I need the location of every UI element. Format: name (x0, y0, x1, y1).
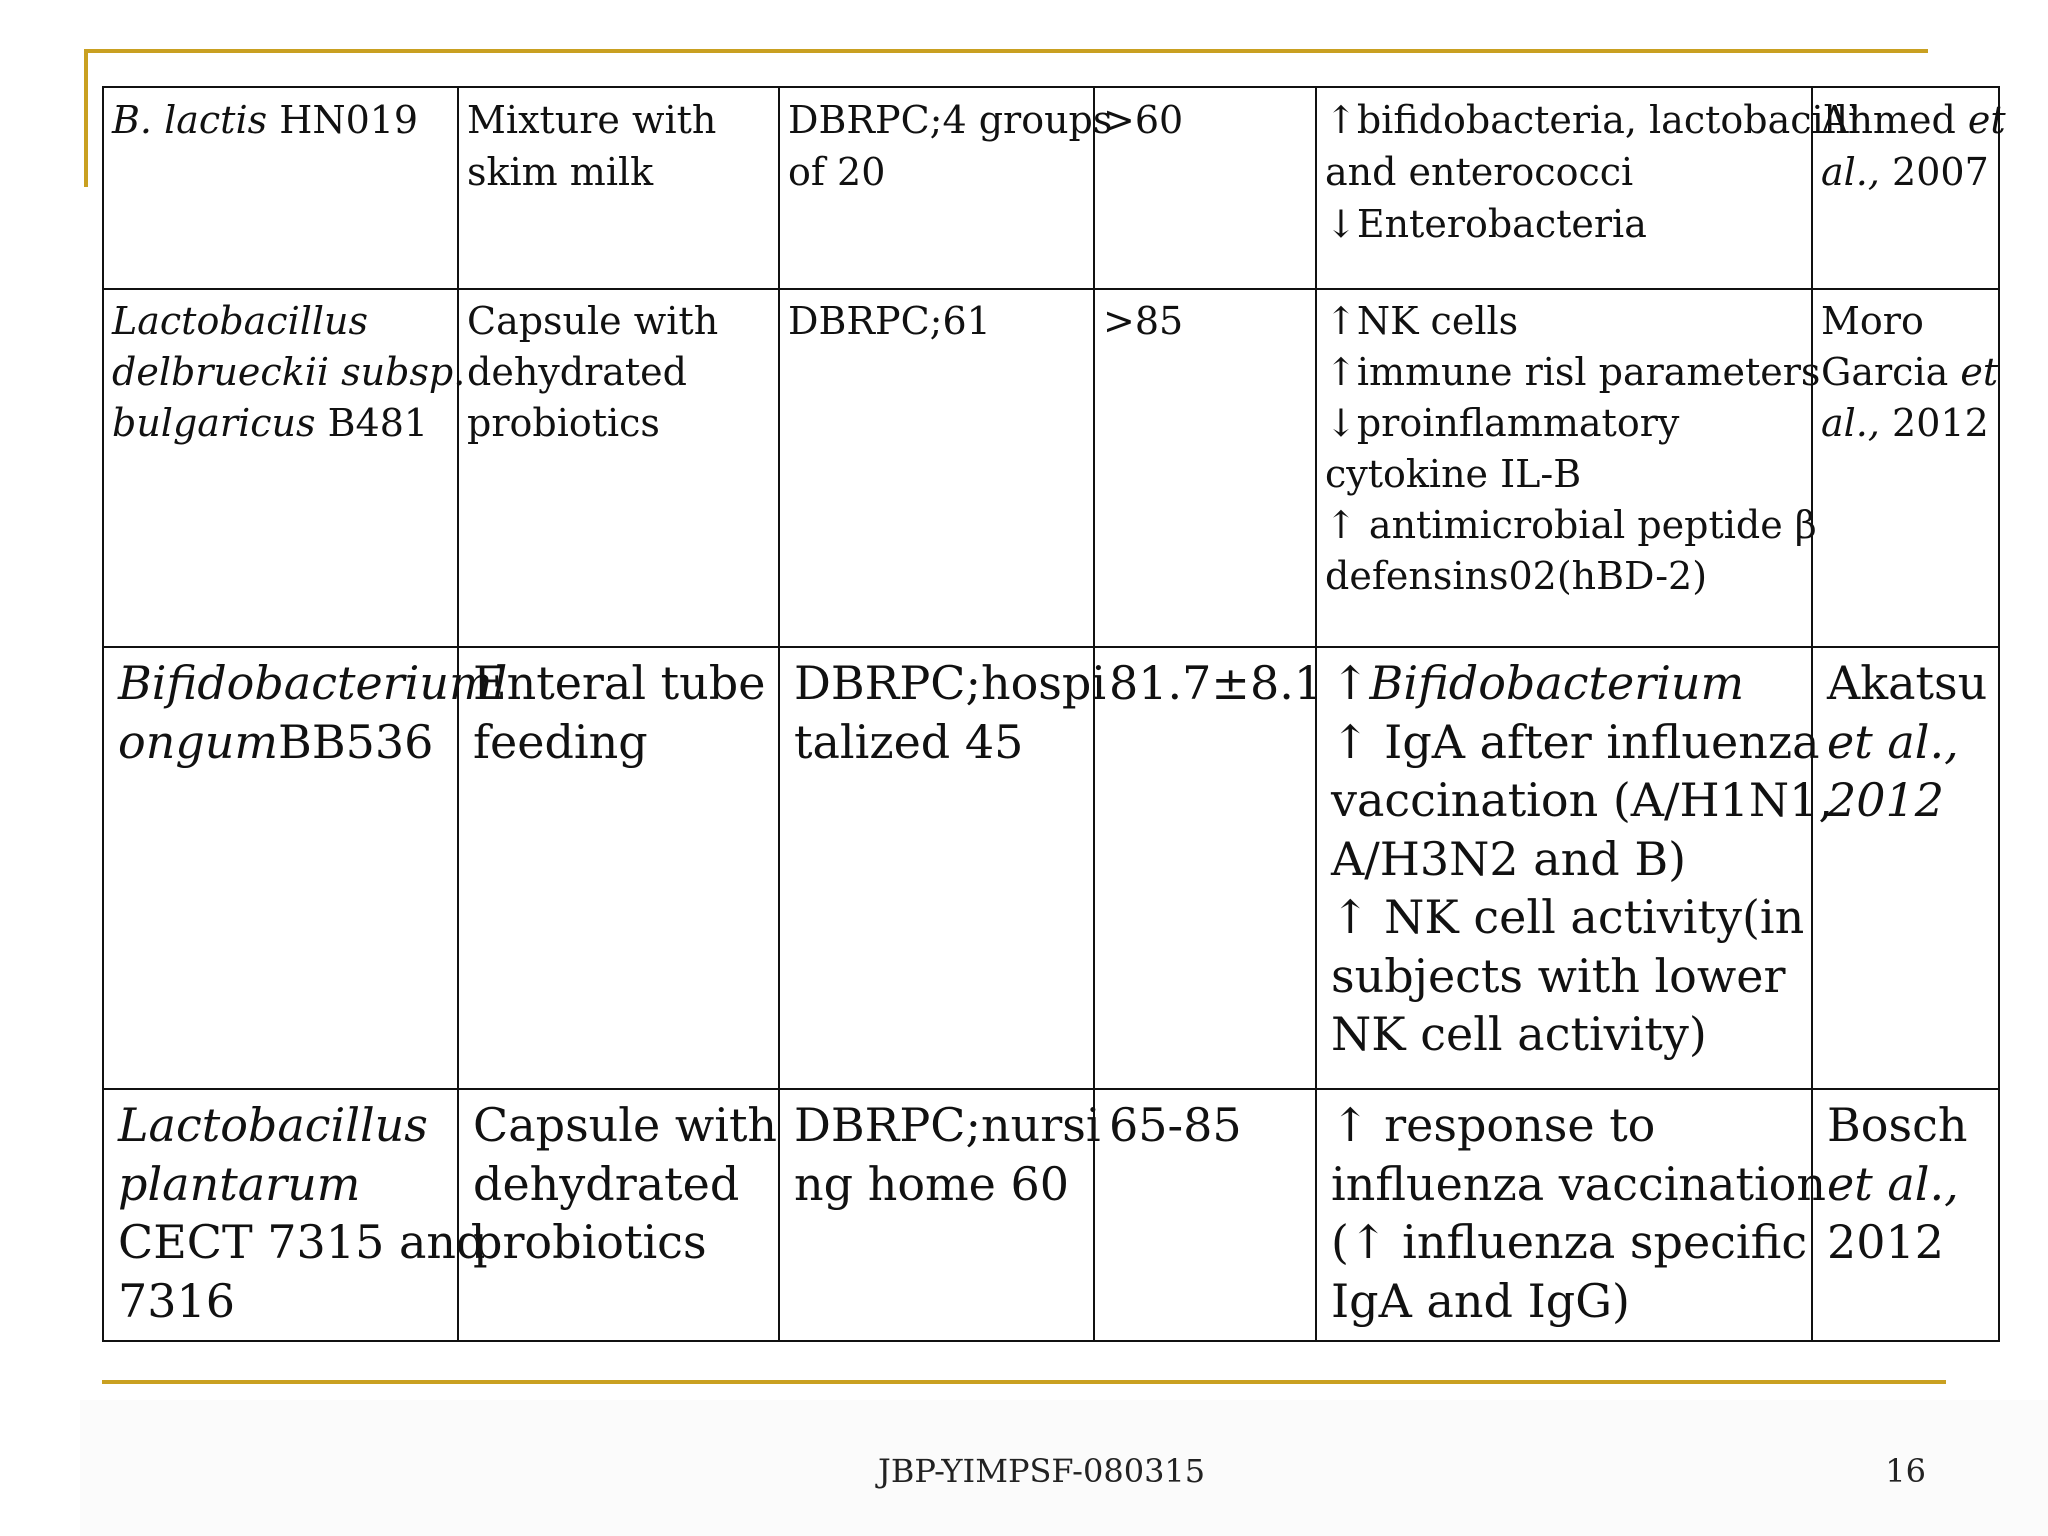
outcomes-cell (1316, 289, 1821, 647)
outcomes-line: ↑ NK cell activity(in (1331, 890, 1805, 944)
strain-line (112, 398, 449, 449)
outcomes-line: subjects with lower (1331, 948, 1786, 1003)
reference-text-segment: et (1967, 98, 2006, 142)
strain-line (118, 1155, 449, 1214)
outcomes-line (1331, 654, 1803, 713)
strain-text-segment: plantarum (118, 1156, 361, 1211)
formulation-line: skim milk (467, 150, 654, 194)
reference-cell (1812, 289, 1999, 647)
outcomes-line: ↑immune risl parameters (1325, 350, 1821, 394)
strain-text-segment: HN019 (267, 98, 419, 142)
reference-line (1827, 713, 1990, 772)
table-row (103, 647, 1999, 1089)
age-cell (1094, 289, 1316, 647)
design-line: DBRPC;hospi (794, 656, 1107, 710)
reference-text-segment: et al., (1827, 714, 1959, 769)
reference-line (1821, 347, 1999, 398)
outcomes-line: vaccination (A/H1N1, (1331, 773, 1834, 827)
formulation-cell (458, 289, 779, 647)
strain-line (118, 1213, 486, 1272)
reference-text-segment: 2007 (1879, 150, 1989, 194)
formulation-line: Capsule with (473, 1098, 778, 1152)
reference-text-segment: al., (1821, 150, 1880, 194)
page-number: 16 (1885, 1452, 1926, 1490)
strain-text-segment: ongum (118, 714, 279, 769)
outcomes-line: defensins02(hBD-2) (1325, 554, 1708, 598)
outcomes-cell (1316, 1089, 1826, 1341)
outcomes-line: ↑ response to (1331, 1098, 1656, 1152)
formulation-cell (458, 1089, 779, 1341)
table-row (103, 289, 1999, 647)
outcomes-line: cytokine IL-B (1325, 452, 1582, 496)
strain-line (118, 1272, 449, 1331)
strain-text-segment: B. lactis (112, 98, 268, 142)
strain-line (112, 94, 449, 146)
reference-cell (1812, 1089, 1999, 1341)
age-cell (1094, 87, 1316, 289)
reference-line (1821, 94, 2006, 146)
formulation-line: Mixture with (467, 98, 717, 142)
table-row (103, 87, 1999, 289)
design-cell (779, 1089, 1101, 1341)
age-line: >60 (1103, 98, 1184, 142)
reference-text-segment: 2012 (1827, 1215, 1945, 1269)
formulation-line: probiotics (473, 1215, 707, 1269)
table-row (103, 1089, 1999, 1341)
reference-line (1827, 1096, 1990, 1155)
reference-text-segment: et al., (1827, 1156, 1959, 1211)
outcomes-cell (1316, 647, 1834, 1089)
outcomes-line: IgA and IgG) (1331, 1273, 1630, 1328)
table-body (103, 87, 2006, 1341)
strain-text-segment: 7316 (118, 1273, 236, 1328)
strain-cell (103, 87, 458, 289)
formulation-line: probiotics (467, 401, 660, 445)
strain-text-segment: BB536 (278, 714, 434, 769)
strain-line (118, 654, 508, 713)
reference-line (1827, 654, 1990, 713)
reference-text-segment: 2012 (1879, 401, 1989, 445)
outcomes-line: (↑ influenza specific (1331, 1215, 1808, 1269)
reference-cell (1812, 647, 1999, 1089)
reference-line (1827, 1213, 1990, 1272)
formulation-line: Capsule with (467, 299, 719, 343)
left-accent-rule (84, 49, 88, 187)
outcomes-line: and enterococci (1325, 150, 1634, 194)
reference-text-segment: Akatsu (1827, 656, 1988, 710)
formulation-line: feeding (473, 714, 648, 769)
strain-text-segment: bulgaricus (112, 401, 316, 445)
age-line: 65-85 (1109, 1098, 1242, 1152)
outcomes-text-segment: Bifidobacterium (1369, 656, 1745, 710)
age-line: >85 (1103, 299, 1184, 343)
strain-cell (103, 289, 466, 647)
formulation-line: dehydrated (467, 350, 687, 394)
age-cell (1094, 647, 1324, 1089)
outcomes-line: ↑bifidobacteria, lactobacilli (1325, 98, 1861, 142)
outcomes-line: ↑ antimicrobial peptide β (1325, 503, 1817, 547)
strain-text-segment: B481 (315, 401, 429, 445)
formulation-line: dehydrated (473, 1156, 740, 1211)
outcomes-line: A/H3N2 and B) (1331, 831, 1687, 886)
age-cell (1094, 1089, 1316, 1341)
design-cell (779, 647, 1107, 1089)
design-line: DBRPC;61 (788, 299, 991, 343)
outcomes-cell (1316, 87, 1861, 289)
reference-text-segment: Bosch (1827, 1098, 1968, 1152)
reference-text-segment: Garcia (1821, 350, 1961, 394)
outcomes-line: ↑ IgA after influenza (1331, 714, 1820, 769)
strain-line (118, 1096, 449, 1155)
top-accent-rule (84, 49, 1928, 53)
outcomes-line: ↓proinflammatory (1325, 401, 1680, 445)
reference-text-segment: 2012 (1827, 773, 1945, 827)
reference-text-segment: Ahmed (1821, 98, 1968, 142)
reference-line (1827, 771, 1990, 830)
strain-line (112, 347, 466, 398)
strain-cell (103, 1089, 486, 1341)
design-line: DBRPC;nursi (794, 1098, 1101, 1152)
reference-cell (1812, 87, 2006, 289)
design-cell (779, 87, 1113, 289)
reference-text-segment: et (1960, 350, 1999, 394)
strain-cell (103, 647, 508, 1089)
formulation-line: Enteral tube (473, 656, 766, 710)
reference-text-segment: al., (1821, 401, 1880, 445)
strain-text-segment: delbrueckii subsp. (112, 350, 466, 394)
formulation-cell (458, 87, 779, 289)
outcomes-line: ↑NK cells (1325, 299, 1519, 343)
design-line: ng home 60 (794, 1156, 1070, 1211)
design-line: of 20 (788, 150, 886, 194)
probiotic-studies-table (102, 86, 2006, 1342)
reference-line (1821, 398, 1990, 449)
strain-text-segment: Bifidobacteriuml (118, 656, 508, 710)
age-line: 81.7±8.1 (1109, 656, 1324, 710)
formulation-cell (458, 647, 779, 1089)
reference-text-segment: Moro (1821, 299, 1924, 343)
reference-line (1821, 296, 1990, 347)
footer-code: JBP-YIMPSF-080315 (878, 1452, 1206, 1490)
design-line: talized 45 (794, 714, 1024, 769)
design-cell (779, 289, 1094, 647)
bottom-accent-rule (102, 1380, 1946, 1384)
outcomes-line: NK cell activity) (1331, 1007, 1707, 1061)
reference-line (1827, 1155, 1990, 1214)
strain-text-segment: Lactobacillus (112, 299, 369, 343)
strain-text-segment: CECT 7315 and (118, 1215, 486, 1269)
reference-line (1821, 146, 1990, 198)
outcomes-line: influenza vaccination (1331, 1156, 1826, 1211)
outcomes-line: ↓Enterobacteria (1325, 202, 1647, 246)
strain-text-segment: Lactobacillus (118, 1098, 428, 1152)
outcomes-text-segment: ↑ (1331, 656, 1370, 710)
design-line: DBRPC;4 groups (788, 98, 1113, 142)
strain-line (118, 713, 449, 772)
strain-line (112, 296, 449, 347)
